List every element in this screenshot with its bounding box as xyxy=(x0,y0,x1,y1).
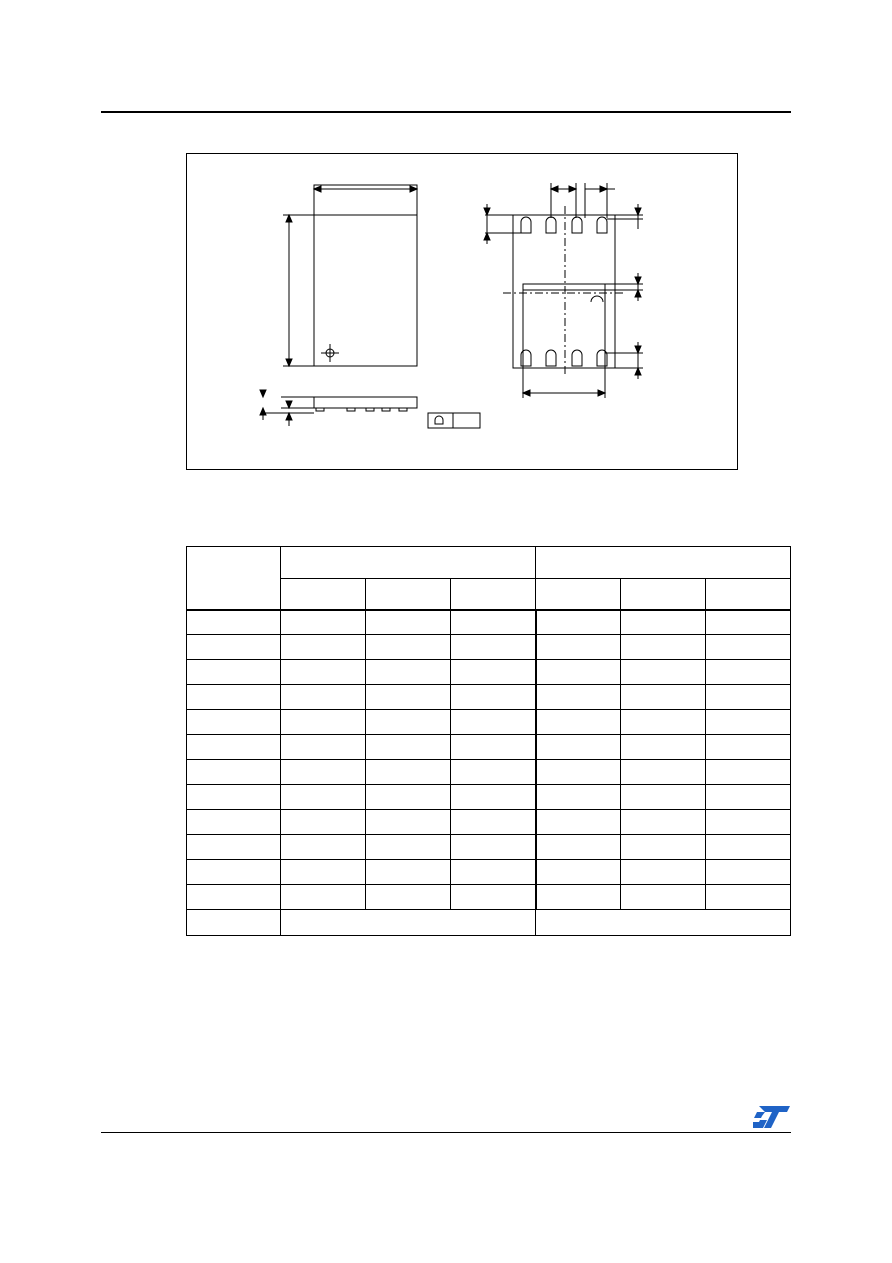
st-logo-icon xyxy=(753,1104,791,1130)
package-dimensions-table xyxy=(186,546,791,936)
dimension-value-cell xyxy=(536,835,621,860)
dimension-value-cell xyxy=(451,860,536,885)
dimension-value-cell xyxy=(706,635,791,660)
dimension-value-cell xyxy=(281,685,366,710)
dimension-value-cell xyxy=(281,910,536,936)
inch-min-header xyxy=(536,579,621,610)
mm-typ-header xyxy=(366,579,451,610)
dimension-value-cell xyxy=(621,810,706,835)
dimension-value-cell xyxy=(706,660,791,685)
mm-min-header xyxy=(281,579,366,610)
top-pads xyxy=(521,217,607,233)
dimension-value-cell xyxy=(536,710,621,735)
dimension-value-cell xyxy=(621,660,706,685)
table-row xyxy=(187,635,791,660)
dimension-value-cell xyxy=(451,735,536,760)
dimension-value-cell xyxy=(706,760,791,785)
dim-header xyxy=(187,547,281,610)
dimension-value-cell xyxy=(621,760,706,785)
dimension-value-cell xyxy=(451,810,536,835)
dimension-symbol-cell xyxy=(187,810,281,835)
dimension-value-cell xyxy=(621,710,706,735)
table-row xyxy=(187,760,791,785)
dimension-value-cell xyxy=(451,835,536,860)
dimension-symbol-cell xyxy=(187,785,281,810)
dimension-value-cell xyxy=(281,610,366,635)
dimension-symbol-cell xyxy=(187,910,281,936)
dimension-value-cell xyxy=(451,660,536,685)
dimension-value-cell xyxy=(451,760,536,785)
dimension-value-cell xyxy=(706,685,791,710)
mm-max-header xyxy=(451,579,536,610)
top-view-body xyxy=(314,185,417,366)
dimension-value-cell xyxy=(366,860,451,885)
dimension-value-cell xyxy=(366,835,451,860)
dimension-value-cell xyxy=(536,660,621,685)
table-row xyxy=(187,785,791,810)
dimension-symbol-cell xyxy=(187,735,281,760)
dimension-value-cell xyxy=(536,810,621,835)
bottom-pads xyxy=(521,350,607,366)
dimension-value-cell xyxy=(536,735,621,760)
table-row xyxy=(187,860,791,885)
dimension-value-cell xyxy=(621,635,706,660)
dimension-value-cell xyxy=(536,610,621,635)
inch-typ-header xyxy=(621,579,706,610)
dimension-value-cell xyxy=(536,885,621,910)
dimension-value-cell xyxy=(536,860,621,885)
inch-max-header xyxy=(706,579,791,610)
table-row xyxy=(187,885,791,910)
table-row xyxy=(187,810,791,835)
dimension-value-cell xyxy=(366,635,451,660)
table-row xyxy=(187,685,791,710)
dimension-value-cell xyxy=(366,885,451,910)
dimension-value-cell xyxy=(621,885,706,910)
dimension-value-cell xyxy=(281,760,366,785)
dimension-value-cell xyxy=(281,810,366,835)
footer-rule xyxy=(101,1132,791,1133)
dimension-value-cell xyxy=(366,785,451,810)
dimension-value-cell xyxy=(281,835,366,860)
dimension-value-cell xyxy=(451,785,536,810)
table-row xyxy=(187,735,791,760)
mm-header xyxy=(281,547,536,579)
header-rule xyxy=(101,111,791,113)
dimension-value-cell xyxy=(536,910,791,936)
dimension-value-cell xyxy=(706,710,791,735)
inch-header xyxy=(536,547,791,579)
dimension-value-cell xyxy=(281,710,366,735)
dimension-symbol-cell xyxy=(187,660,281,685)
dimension-value-cell xyxy=(281,885,366,910)
dimension-value-cell xyxy=(281,660,366,685)
dimension-symbol-cell xyxy=(187,885,281,910)
dimension-value-cell xyxy=(621,610,706,635)
dimension-value-cell xyxy=(281,635,366,660)
package-figure xyxy=(186,153,738,470)
dimension-value-cell xyxy=(536,760,621,785)
package-outline-drawing xyxy=(187,154,739,471)
table-row xyxy=(187,610,791,635)
side-view-body xyxy=(314,397,417,408)
dimension-value-cell xyxy=(366,710,451,735)
dimension-value-cell xyxy=(621,785,706,810)
dimension-value-cell xyxy=(621,835,706,860)
dimension-symbol-cell xyxy=(187,635,281,660)
table-row xyxy=(187,660,791,685)
dimension-value-cell xyxy=(536,785,621,810)
dimension-value-cell xyxy=(706,835,791,860)
dimension-value-cell xyxy=(451,710,536,735)
dimension-value-cell xyxy=(536,635,621,660)
dimension-value-cell xyxy=(366,660,451,685)
dimension-value-cell xyxy=(366,610,451,635)
dimension-value-cell xyxy=(536,685,621,710)
exposed-pad xyxy=(523,284,605,368)
dimension-value-cell xyxy=(281,860,366,885)
dimension-value-cell xyxy=(366,810,451,835)
dimension-value-cell xyxy=(706,885,791,910)
dimension-value-cell xyxy=(706,810,791,835)
dimension-symbol-cell xyxy=(187,610,281,635)
table-row xyxy=(187,910,791,936)
bottom-view-body xyxy=(513,215,615,368)
dimension-symbol-cell xyxy=(187,760,281,785)
dimension-value-cell xyxy=(621,735,706,760)
dimension-value-cell xyxy=(706,610,791,635)
dimension-value-cell xyxy=(366,685,451,710)
dimension-value-cell xyxy=(451,885,536,910)
dimension-symbol-cell xyxy=(187,835,281,860)
dimension-value-cell xyxy=(621,685,706,710)
dimension-value-cell xyxy=(706,785,791,810)
dimension-symbol-cell xyxy=(187,860,281,885)
dimension-value-cell xyxy=(366,735,451,760)
flatness-symbol xyxy=(428,413,480,428)
dimension-value-cell xyxy=(451,610,536,635)
dimension-value-cell xyxy=(281,735,366,760)
dimension-symbol-cell xyxy=(187,710,281,735)
table-row xyxy=(187,835,791,860)
dimension-value-cell xyxy=(621,860,706,885)
dimension-value-cell xyxy=(451,685,536,710)
dimension-symbol-cell xyxy=(187,685,281,710)
dimension-value-cell xyxy=(451,635,536,660)
table-row xyxy=(187,710,791,735)
dimension-value-cell xyxy=(706,860,791,885)
dimension-value-cell xyxy=(366,760,451,785)
dimension-value-cell xyxy=(281,785,366,810)
dimension-value-cell xyxy=(706,735,791,760)
